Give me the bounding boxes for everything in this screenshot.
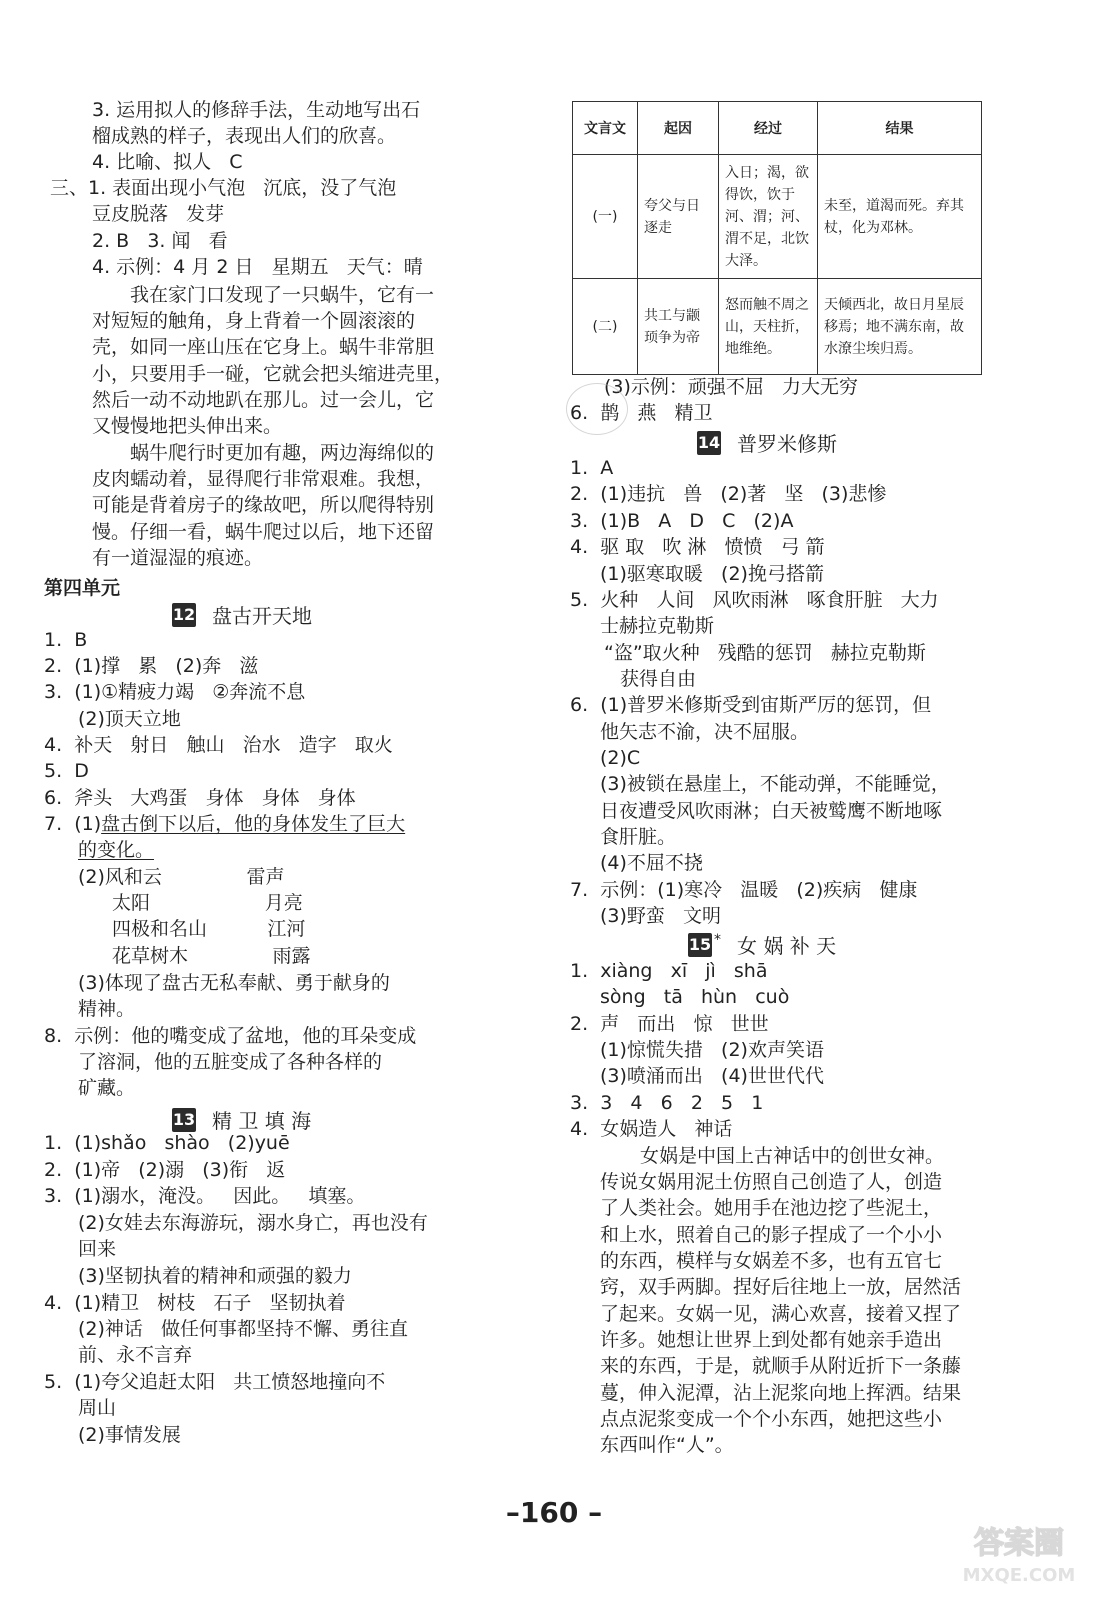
text-line: [600, 1274, 961, 1300]
lesson-15-title: [688, 930, 836, 959]
text-line: [570, 587, 939, 613]
line-text: 1. A: [570, 457, 614, 479]
line-text: (3)示例：顽强不屈 力大无穷: [604, 376, 859, 398]
line-text: 5. 火种 人间 风吹雨淋 啄食肝脏 大力: [570, 589, 939, 611]
line-text: 4. 女娲造人 神话: [570, 1118, 733, 1140]
line-text: 了人类社会。她用手在池边挖了些泥土，: [600, 1197, 943, 1219]
text-line: [92, 466, 434, 492]
line-text: 又慢慢地把头伸出来。: [92, 415, 283, 437]
line-text: (3)被锁在悬崖上，不能动弹，不能睡觉，: [600, 773, 950, 795]
line-text: 精神。: [78, 998, 136, 1020]
table-cell: 入日；渴，欲得饮，饮于河、渭；河、渭不足，北饮大泽。: [719, 155, 818, 279]
line-text: sòng tā hùn cuò: [600, 986, 790, 1008]
table-cell: (一): [573, 155, 638, 279]
line-text: (4)不屈不挠: [600, 852, 703, 874]
line-text: 回来: [78, 1238, 117, 1260]
line-text: 皮肉蠕动着，显得爬行非常艰难。我想，: [92, 468, 435, 490]
text-line: [570, 877, 917, 903]
line-text: 3. 运用拟人的修辞手法，生动地写出石: [92, 99, 421, 121]
line-text: 2. (1)帝 (2)溺 (3)衔 返: [44, 1159, 286, 1181]
line-text: 2. B 3. 闻 看: [92, 230, 228, 252]
line-text: 他矢志不渝，决不屈服。: [600, 721, 810, 743]
line-text: (3)喷涌而出 (4)世世代代: [600, 1065, 824, 1087]
line-text: 豆皮脱落 发芽: [92, 203, 225, 225]
line-text: 传说女娲用泥土仿照自己创造了人，创造: [600, 1171, 943, 1193]
lesson-mark: *: [714, 931, 721, 948]
line-text: 点点泥浆变成一个个小东西，她把这些小: [600, 1408, 943, 1430]
line-text: (3)野蛮 文明: [600, 905, 722, 927]
text-line: [112, 890, 303, 916]
line-text: 来的东西，于是，就顺手从附近折下一条藤: [600, 1355, 962, 1377]
line-text: 5. D: [44, 760, 89, 782]
text-line: [600, 824, 676, 850]
text-line: [92, 228, 228, 254]
table-header-row: [573, 102, 982, 155]
line-text: 四极和名山 江河: [112, 918, 306, 940]
text-line: [44, 653, 258, 679]
text-line: [78, 706, 181, 732]
text-line: [640, 1143, 944, 1169]
line-text: 对短短的触角，身上背着一个圆滚滚的: [92, 310, 416, 332]
text-line: [570, 1011, 769, 1037]
line-text: 和上水，照着自己的影子捏成了一个小小: [600, 1224, 943, 1246]
text-line: [78, 864, 284, 890]
text-line: [92, 201, 224, 227]
text-line: [620, 666, 696, 692]
text-line: [44, 1183, 365, 1209]
lesson-number-badge: 14: [697, 431, 721, 455]
line-text: 前、永不言弃: [78, 1344, 193, 1366]
table-cell: 怒而触不周之山，天柱折，地维绝。: [719, 279, 818, 375]
underlined-text: 盘古倒下以后，他的身体发生了巨大: [101, 813, 406, 835]
table-header: 文言文: [573, 102, 638, 155]
text-line: [78, 1422, 181, 1448]
table-header: 经过: [719, 102, 818, 155]
table-row: [573, 155, 982, 279]
line-text: 然后一动不动地趴在那儿。过一会儿，它: [92, 389, 435, 411]
text-line: [44, 758, 89, 784]
text-line: [78, 996, 135, 1022]
text-line: [570, 1116, 732, 1142]
line-text: 的东西，模样与女娲差不多，也有五官七: [600, 1250, 943, 1272]
line-text: 榴成熟的样子，表现出人们的欣喜。: [92, 125, 397, 147]
line-text: 有一道湿湿的痕迹。: [92, 547, 264, 569]
line-text: (2)事情发展: [78, 1424, 181, 1446]
text-line: [92, 492, 434, 518]
line-text: 我在家门口发现了一只蜗牛，它有一: [130, 284, 435, 306]
text-line: [600, 903, 721, 929]
line-text: 4. 补天 射日 触山 治水 造字 取火: [44, 734, 393, 756]
text-line: [78, 1263, 352, 1289]
text-line: [112, 943, 311, 969]
seal-stamp: [566, 383, 628, 435]
text-line: [78, 970, 390, 996]
line-text: 1. (1)shǎo shào (2)yuē: [44, 1132, 290, 1154]
table-cell: 共工与颛顼争为帝: [638, 279, 719, 375]
text-line: [78, 1342, 192, 1368]
line-text: 壳，如同一座山压在它身上。蜗牛非常胆: [92, 336, 435, 358]
text-line: [92, 254, 423, 280]
line-text: 1. B: [44, 629, 88, 651]
text-line: [44, 1023, 416, 1049]
line-text: 日夜遭受风吹雨淋；白天被鹫鹰不断地啄: [600, 800, 943, 822]
text-line: [50, 175, 396, 201]
text-line: [600, 719, 809, 745]
text-line: [570, 1090, 763, 1116]
table-cell: 未至，道渴而死。弃其杖，化为邓林。: [818, 155, 982, 279]
line-text: 3. 3 4 6 2 5 1: [570, 1092, 764, 1114]
line-text: 蜗牛爬行时更加有趣，两边海绵似的: [130, 442, 435, 464]
line-text: 慢。仔细一看，蜗牛爬过以后，地下还留: [92, 521, 435, 543]
line-text: (1)惊慌失措 (2)欢声笑语: [600, 1039, 824, 1061]
text-line: [44, 811, 405, 837]
line-text: 三、1. 表面出现小气泡 沉底，没了气泡: [50, 177, 397, 199]
underlined-text: 的变化。: [78, 839, 155, 861]
text-line: [130, 440, 434, 466]
text-line: [44, 1157, 285, 1183]
line-text: 2. (1)撑 累 (2)奔 滋: [44, 655, 259, 677]
text-line: [92, 123, 396, 149]
line-text: 太阳 月亮: [112, 892, 303, 914]
text-line: [600, 1406, 942, 1432]
line-text: 2. 声 而出 惊 世世: [570, 1013, 769, 1035]
table-row: [573, 279, 982, 375]
text-line: [130, 282, 434, 308]
table-cell: 夸父与日逐走: [638, 155, 719, 279]
line-text: 6. 鹊 燕 精卫: [570, 402, 713, 424]
line-text: 周山: [78, 1397, 117, 1419]
text-line: [600, 1301, 961, 1327]
line-text: 小，只要用手一碰，它就会把头缩进壳里，: [92, 363, 454, 385]
table-cell: (二): [573, 279, 638, 375]
text-line: [600, 1327, 942, 1353]
lesson-13-title: [172, 1105, 311, 1134]
line-text: 许多。她想让世界上到处都有她亲手造出: [600, 1329, 943, 1351]
classical-text-table: [572, 101, 982, 375]
text-line: [570, 481, 886, 507]
text-line: [78, 837, 154, 863]
text-line: [600, 1353, 961, 1379]
svg-text:MXQE.COM: MXQE.COM: [962, 1565, 1076, 1586]
text-line: [570, 692, 931, 718]
text-line: [600, 561, 824, 587]
text-line: [44, 679, 305, 705]
lesson-title-text: 精 卫 填 海: [212, 1109, 312, 1133]
line-text: 4. 比喻、拟人 C: [92, 151, 243, 173]
text-line: [44, 1369, 385, 1395]
line-text: (1)驱寒取暖 (2)挽弓搭箭: [600, 563, 824, 585]
line-text: (2)神话 做任何事都坚持不懈、勇往直: [78, 1318, 409, 1340]
line-text: (2)风和云 雷声: [78, 866, 285, 888]
text-line: [78, 1236, 116, 1262]
page-number: –160 –: [505, 1496, 603, 1529]
text-line: [112, 916, 305, 942]
line-text: 4. 驱 取 吹 淋 愤愤 弓 箭: [570, 536, 825, 558]
lesson-title-text: 盘古开天地: [212, 604, 312, 628]
text-line: [604, 640, 926, 666]
text-line: [92, 308, 415, 334]
svg-text:答案圈: 答案圈: [974, 1526, 1064, 1561]
text-line: [600, 984, 789, 1010]
table-cell: 天倾西北，故日月星辰移焉；地不满东南，故水潦尘埃归焉。: [818, 279, 982, 375]
lesson-title-text: 普罗米修斯: [737, 432, 837, 456]
text-line: [600, 745, 640, 771]
text-line: [92, 361, 453, 387]
line-text: (2)C: [600, 747, 641, 769]
line-text: “盗”取火种 残酷的惩罚 赫拉克勒斯: [604, 642, 926, 664]
lesson-number-badge: 13: [172, 1108, 196, 1132]
text-line: [570, 958, 768, 984]
text-line: [92, 387, 434, 413]
text-line: [600, 613, 714, 639]
text-line: [44, 785, 356, 811]
table-header: 起因: [638, 102, 719, 155]
watermark-logo: [944, 1515, 1094, 1590]
line-text: 2. (1)违抗 兽 (2)著 坚 (3)悲惨: [570, 483, 887, 505]
text-line: [92, 97, 420, 123]
text-line: [600, 798, 942, 824]
line-text: (3)坚韧执着的精神和顽强的毅力: [78, 1265, 352, 1287]
text-line: [570, 534, 825, 560]
line-text: 3. (1)①精疲力竭 ②奔流不息: [44, 681, 306, 703]
line-text: 了溶洞，他的五脏变成了各种各样的: [78, 1051, 383, 1073]
text-line: [78, 1395, 116, 1421]
text-line: [600, 1063, 824, 1089]
text-line: [604, 374, 858, 400]
text-line: [78, 1049, 382, 1075]
text-line: [600, 1169, 942, 1195]
table-header: 结果: [818, 102, 982, 155]
text-line: [44, 627, 87, 653]
line-text: 8. 示例：他的嘴变成了盆地，他的耳朵变成: [44, 1025, 417, 1047]
line-text: (2)女娃去东海游玩，溺水身亡，再也没有: [78, 1212, 428, 1234]
text-line: [600, 850, 703, 876]
text-line: [600, 771, 950, 797]
text-line: [92, 334, 434, 360]
line-text: 4. 示例：4 月 2 日 星期五 天气：晴: [92, 256, 423, 278]
text-line: [78, 1316, 408, 1342]
line-text: 了起来。女娲一见，满心欢喜，接着又捏了: [600, 1303, 962, 1325]
text-line: [570, 455, 613, 481]
lesson-number-badge: 12: [172, 603, 196, 627]
line-text: 3. (1)B A D C (2)A: [570, 510, 794, 532]
line-text: 7. (1): [44, 813, 102, 835]
text-line: [570, 508, 793, 534]
line-text: 花草树木 雨露: [112, 945, 311, 967]
text-line: [600, 1432, 734, 1458]
line-text: 窍，双手两脚。捏好后往地上一放，居然活: [600, 1276, 962, 1298]
line-text: 5. (1)夸父追赶太阳 共工愤怒地撞向不: [44, 1371, 386, 1393]
line-text: 矿藏。: [78, 1077, 136, 1099]
lesson-12-title: [172, 600, 312, 629]
text-line: [44, 732, 393, 758]
unit-title: 第四单元: [44, 577, 121, 599]
lesson-number-badge: 15: [688, 933, 712, 957]
text-line: [600, 1195, 942, 1221]
text-line: [92, 149, 243, 175]
text-line: [78, 1075, 135, 1101]
lesson-title-text: 女 娲 补 天: [737, 934, 837, 958]
text-line: [600, 1037, 824, 1063]
text-line: [92, 413, 282, 439]
line-text: 蔓，伸入泥潭，沾上泥浆向地上挥洒。结果: [600, 1382, 962, 1404]
text-line: [78, 1210, 428, 1236]
line-text: 食肝脏。: [600, 826, 677, 848]
line-text: (3)体现了盘古无私奉献、勇于献身的: [78, 972, 390, 994]
line-text: 可能是背着房子的缘故吧，所以爬得特别: [92, 494, 435, 516]
line-text: 4. (1)精卫 树枝 石子 坚韧执着: [44, 1292, 346, 1314]
text-line: [92, 545, 263, 571]
line-text: 6. (1)普罗米修斯受到宙斯严厉的惩罚，但: [570, 694, 932, 716]
text-line: [600, 1380, 961, 1406]
text-line: [44, 1290, 345, 1316]
line-text: 6. 斧头 大鸡蛋 身体 身体 身体: [44, 787, 356, 809]
line-text: 获得自由: [620, 668, 697, 690]
line-text: (2)顶天立地: [78, 708, 181, 730]
line-text: 士赫拉克勒斯: [600, 615, 715, 637]
line-text: 女娲是中国上古神话中的创世女神。: [640, 1145, 945, 1167]
line-text: 1. xiàng xī jì shā: [570, 960, 768, 982]
line-text: 7. 示例：(1)寒冷 温暖 (2)疾病 健康: [570, 879, 918, 901]
lesson-14-title: [697, 428, 837, 457]
text-line: [92, 519, 434, 545]
text-line: [600, 1222, 942, 1248]
line-text: 东西叫作“人”。: [600, 1434, 734, 1456]
line-text: 3. (1)溺水，淹没。 因此。 填塞。: [44, 1185, 366, 1207]
text-line: [600, 1248, 942, 1274]
